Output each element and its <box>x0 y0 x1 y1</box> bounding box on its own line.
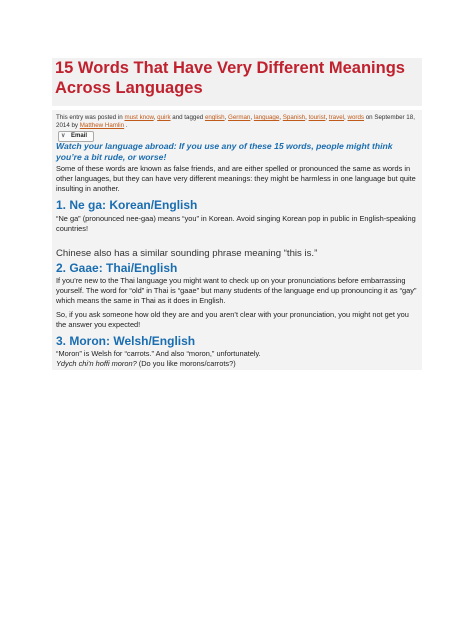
welsh-translation: (Do you like morons/carrots?) <box>136 359 236 368</box>
section-heading-1: 1. Ne ga: Korean/English <box>56 198 198 212</box>
tag-link-english[interactable]: english <box>204 114 225 121</box>
email-button-label: Email <box>71 133 88 139</box>
page-title: 15 Words That Have Very Different Meanings Across Languages <box>55 59 405 97</box>
meta-suffix: . <box>124 122 128 129</box>
tag-link-spanish[interactable]: Spanish <box>282 114 306 121</box>
section-2-note: So, if you ask someone how old they are and you aren’t clear with your pronunciation, you might not get you the answer you expected! <box>56 310 409 329</box>
meta-prefix: This entry was posted in <box>56 114 125 121</box>
category-link-must-know[interactable]: must know <box>124 114 154 121</box>
meta-tagged: and tagged <box>170 114 205 121</box>
section-heading-3: 3. Moron: Welsh/English <box>56 334 196 348</box>
section-heading-2: 2. Gaae: Thai/English <box>56 261 178 275</box>
category-link-quirk[interactable]: quirk <box>157 114 171 121</box>
intro-paragraph: Some of these words are known as false friends, and are either spelled or pronounced the same as words in other languages, but they can have very different meanings: they might be harmless in one language but quite insulting in another. <box>56 164 416 193</box>
section-3-paragraph: “Moron” is Welsh for “carrots.” And also “moron,” unfortunately. <box>56 349 261 358</box>
tag-link-words[interactable]: words <box>347 114 364 121</box>
section-1-paragraph: “Ne ga” (pronounced nee-gaa) means “you” in Korean. Avoid singing Korean pop in public in English-speaking countries! <box>56 214 416 233</box>
tag-link-language[interactable]: language <box>253 114 280 121</box>
tag-link-tourist[interactable]: tourist <box>308 114 326 121</box>
meta-date: on September 18, 2014 by <box>56 114 415 129</box>
chevron-down-icon: ∨ <box>61 133 66 139</box>
tag-link-german[interactable]: German <box>228 114 251 121</box>
lead-text: Watch your language abroad: If you use any of these 15 words, people might think you’re a bit rude, or worse! <box>56 141 393 162</box>
tag-link-travel[interactable]: travel <box>328 114 345 121</box>
section-1-note: Chinese also has a similar sounding phrase meaning “this is.” <box>56 248 318 259</box>
section-2-paragraph: If you’re new to the Thai language you might want to check up on your pronunciations before embarrassing yourself. The word for “old” in Thai is “gaae” but many students of the language end up pronouncing it as “gay” which means the same in Thai as it does in English. <box>56 276 417 305</box>
post-meta: This entry was posted in must know, quirk and tagged english, German, language, Spanish, tourist, travel, words on September 18, 2014 by Matthew Hamlin . <box>56 114 415 129</box>
meta-sep: , <box>153 114 158 121</box>
welsh-phrase: Ydych chi'n hoffi moron? <box>56 359 137 368</box>
author-link[interactable]: Matthew Hamlin <box>79 122 125 129</box>
section-3-example <box>56 359 418 369</box>
